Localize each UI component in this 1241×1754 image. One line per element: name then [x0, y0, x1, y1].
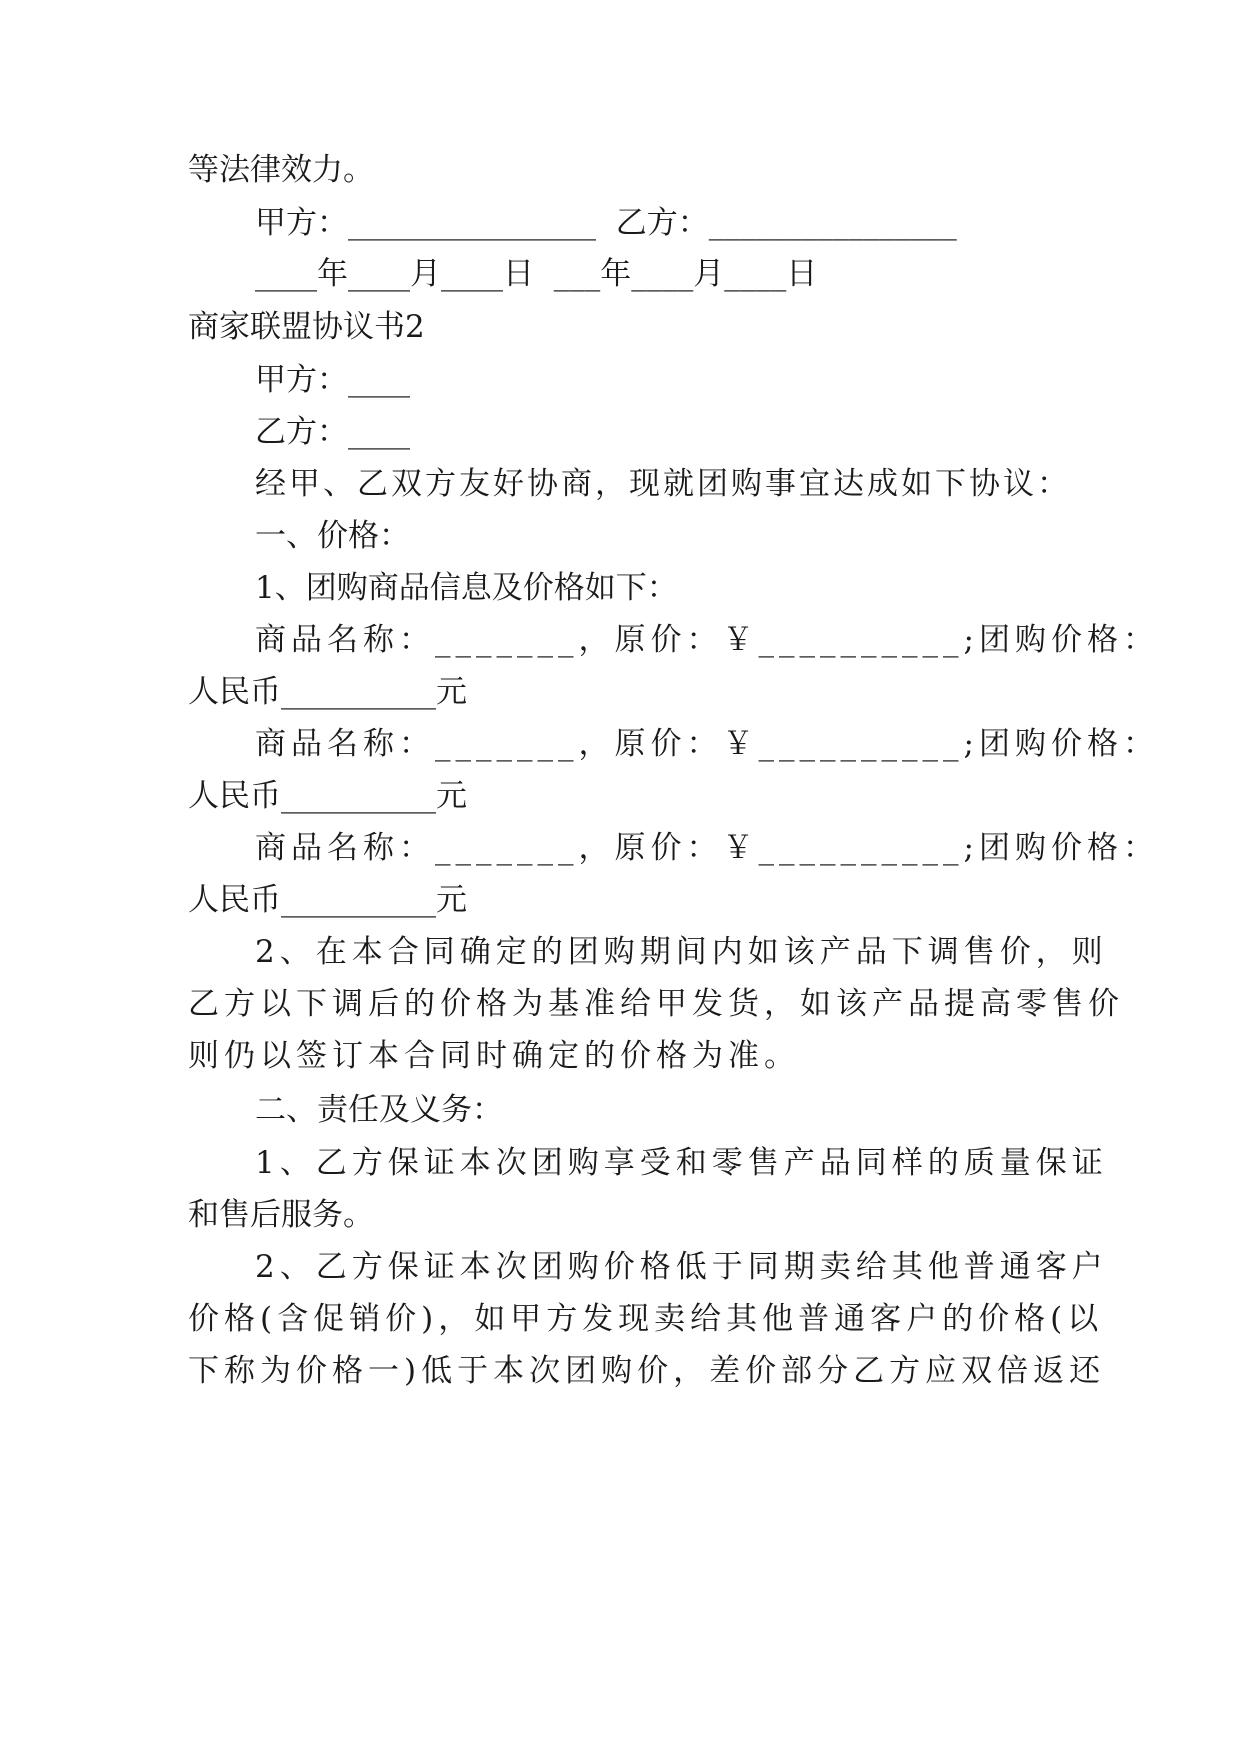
paragraph-line: 下称为价格一)低于本次团购价，差价部分乙方应双倍返还 [188, 1353, 1106, 1389]
signature-line-parties: 甲方：________________ 乙方：________________ [255, 205, 957, 241]
paragraph-line: 2、乙方保证本次团购价格低于同期卖给其他普通客户 [255, 1249, 1108, 1285]
paragraph-line: 则仍以签订本合同时确定的价格为准。 [188, 1038, 800, 1074]
paragraph-line: 1、团购商品信息及价格如下： [255, 570, 678, 606]
party-b-field: 乙方：____ [255, 414, 410, 450]
paragraph-line: 价格(含促销价)，如甲方发现卖给其他普通客户的价格(以 [188, 1301, 1104, 1337]
product-price-line: 人民币__________元 [188, 882, 467, 918]
paragraph-line: 经甲、乙双方友好协商，现就团购事宜达成如下协议： [255, 466, 1071, 502]
section-title: 商家联盟协议书2 [188, 309, 425, 345]
product-line: 商品名称：_______，原价：￥__________;团购价格： [255, 622, 1159, 658]
product-line: 商品名称：_______，原价：￥__________;团购价格： [255, 830, 1159, 866]
product-line: 商品名称：_______，原价：￥__________;团购价格： [255, 726, 1159, 762]
product-price-line: 人民币__________元 [188, 778, 467, 814]
party-a-field: 甲方：____ [255, 362, 410, 398]
paragraph-line: 乙方以下调后的价格为基准给甲发货，如该产品提高零售价 [188, 986, 1124, 1022]
paragraph-line: 和售后服务。 [188, 1197, 374, 1233]
clause-heading: 二、责任及义务： [255, 1092, 503, 1128]
paragraph-line: 1、乙方保证本次团购享受和零售产品同样的质量保证 [255, 1145, 1108, 1181]
clause-heading: 一、价格： [255, 518, 410, 554]
paragraph-line: 2、在本合同确定的团购期间内如该产品下调售价，则 [255, 934, 1108, 970]
product-price-line: 人民币__________元 [188, 674, 467, 710]
paragraph-line: 等法律效力。 [188, 152, 374, 188]
signature-line-dates: ____年____月____日 ___年____月____日 [255, 256, 818, 292]
